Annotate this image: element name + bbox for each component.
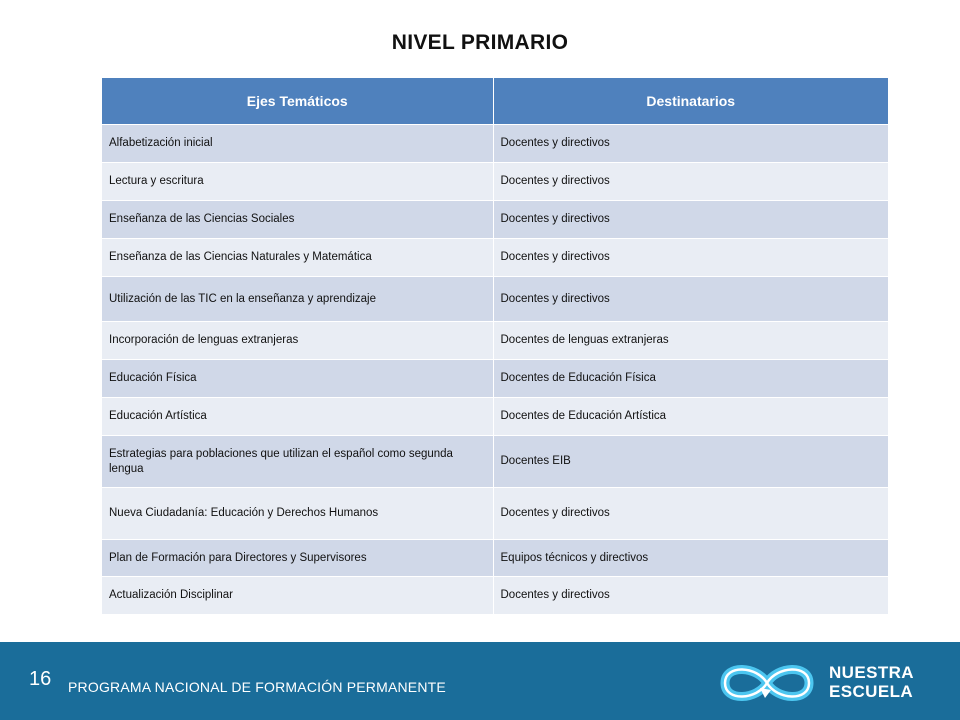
cell-eje: Plan de Formación para Directores y Supervisores <box>102 540 493 577</box>
cell-destinatarios: Docentes y directivos <box>493 577 888 614</box>
cell-destinatarios: Equipos técnicos y directivos <box>493 540 888 577</box>
cell-eje: Enseñanza de las Ciencias Sociales <box>102 201 493 239</box>
cell-eje: Estrategias para poblaciones que utilizan el español como segunda lengua <box>102 436 493 488</box>
cell-eje: Lectura y escritura <box>102 163 493 201</box>
cell-eje: Educación Física <box>102 360 493 398</box>
cell-destinatarios: Docentes de lenguas extranjeras <box>493 322 888 360</box>
cell-eje: Alfabetización inicial <box>102 125 493 163</box>
table-row <box>102 488 888 540</box>
table-row <box>102 201 888 239</box>
infinity-arrow-icon <box>715 658 819 708</box>
footer-band <box>0 642 960 720</box>
topics-table <box>102 78 888 614</box>
table-row <box>102 360 888 398</box>
slide-title: NIVEL PRIMARIO <box>391 31 569 54</box>
cell-destinatarios: Docentes de Educación Física <box>493 360 888 398</box>
table-row <box>102 577 888 614</box>
header-destinatarios: Destinatarios <box>493 78 888 125</box>
table-row <box>102 163 888 201</box>
cell-eje: Utilización de las TIC en la enseñanza y aprendizaje <box>102 277 493 322</box>
cell-destinatarios: Docentes y directivos <box>493 239 888 277</box>
cell-destinatarios: Docentes y directivos <box>493 125 888 163</box>
table-header-row <box>102 78 888 125</box>
cell-eje: Incorporación de lenguas extranjeras <box>102 322 493 360</box>
cell-destinatarios: Docentes EIB <box>493 436 888 488</box>
cell-eje: Nueva Ciudadanía: Educación y Derechos Humanos <box>102 488 493 540</box>
table-row <box>102 398 888 436</box>
header-ejes-tematicos: Ejes Temáticos <box>102 78 493 125</box>
brand-logo-text <box>829 663 914 701</box>
cell-eje: Educación Artística <box>102 398 493 436</box>
page-number: 16 <box>29 668 52 690</box>
cell-destinatarios: Docentes y directivos <box>493 488 888 540</box>
brand-line-1: NUESTRA <box>829 663 914 682</box>
cell-eje: Enseñanza de las Ciencias Naturales y Matemática <box>102 239 493 277</box>
table-row <box>102 540 888 577</box>
cell-destinatarios: Docentes y directivos <box>493 277 888 322</box>
table-row <box>102 436 888 488</box>
table-row <box>102 277 888 322</box>
table-row <box>102 239 888 277</box>
cell-destinatarios: Docentes y directivos <box>493 201 888 239</box>
brand-line-2: ESCUELA <box>829 682 914 701</box>
table-row <box>102 322 888 360</box>
cell-destinatarios: Docentes de Educación Artística <box>493 398 888 436</box>
cell-eje: Actualización Disciplinar <box>102 577 493 614</box>
table-row <box>102 125 888 163</box>
program-name: PROGRAMA NACIONAL DE FORMACIÓN PERMANENTE <box>68 679 446 695</box>
cell-destinatarios: Docentes y directivos <box>493 163 888 201</box>
